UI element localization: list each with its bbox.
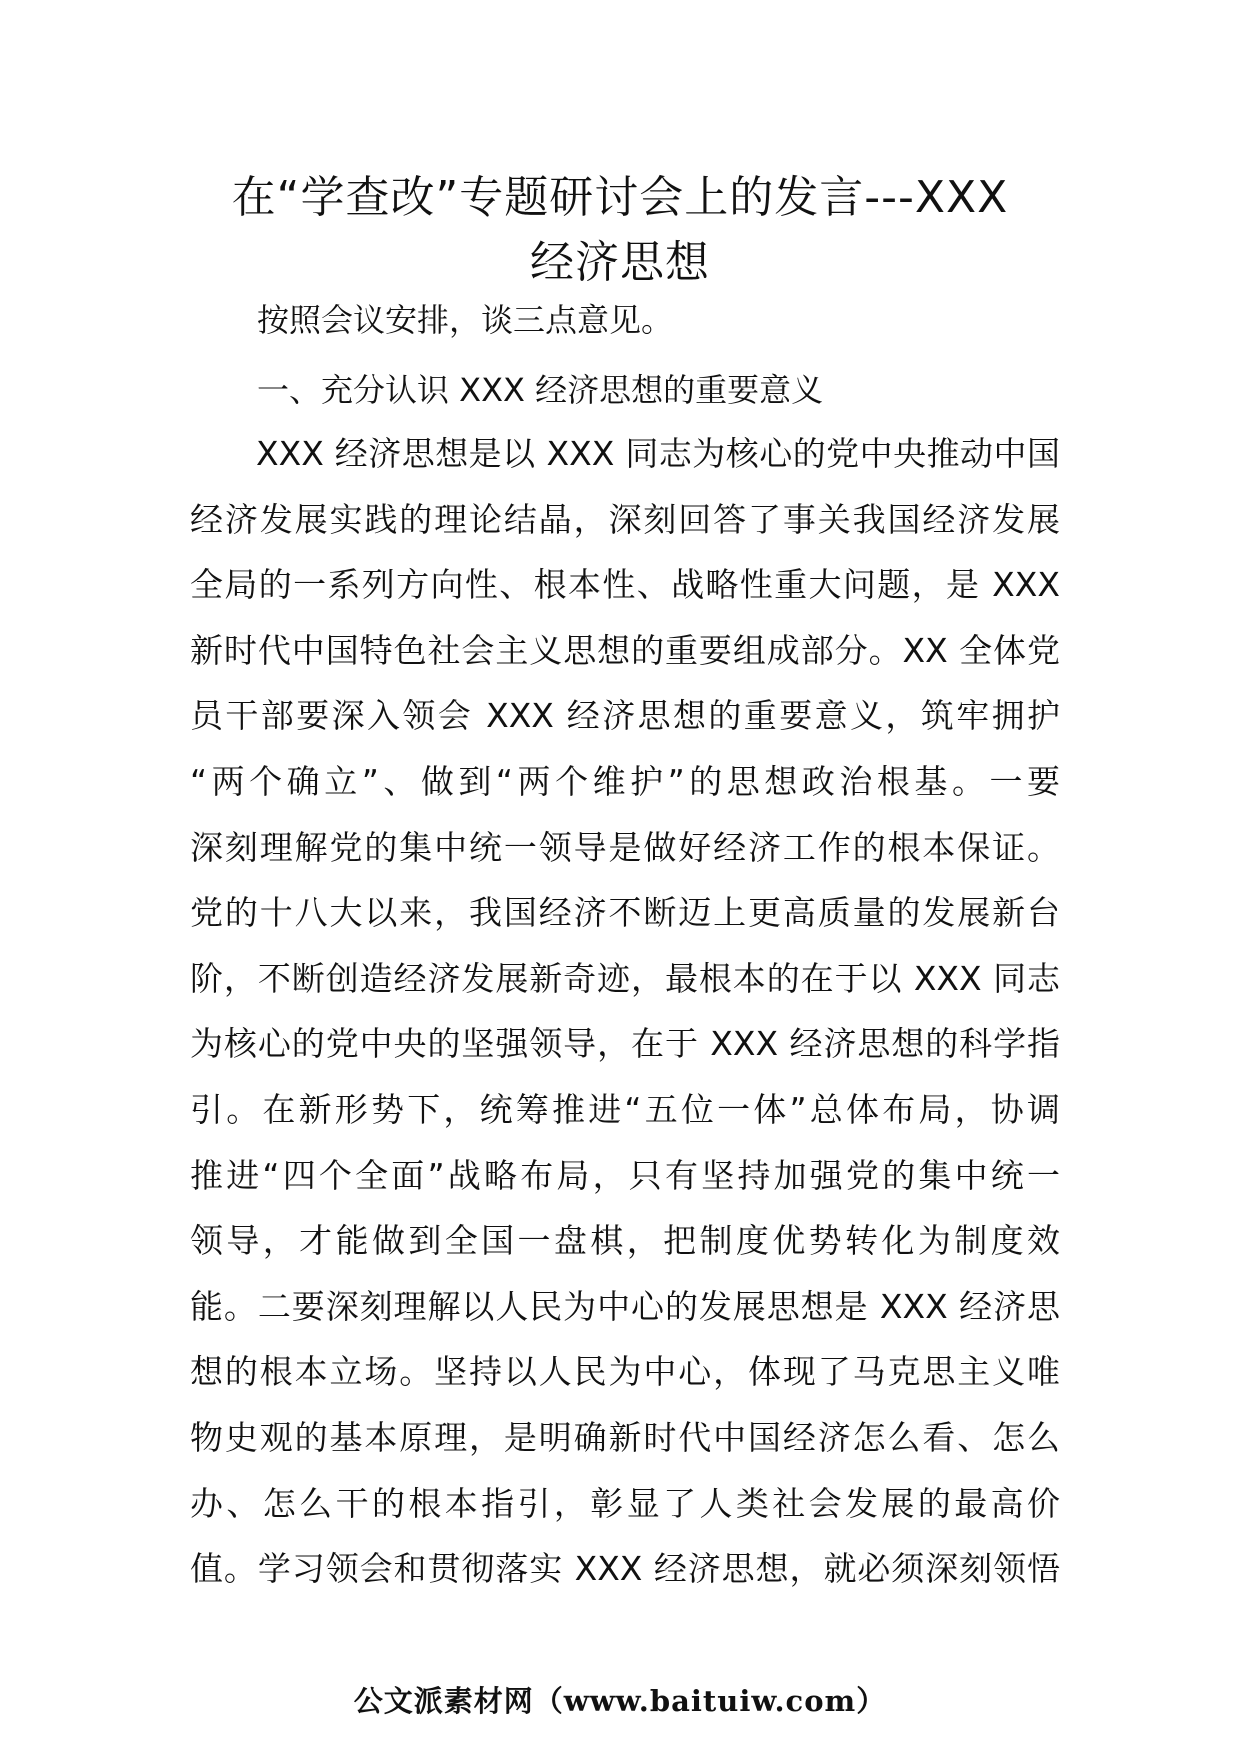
- body-line: XXX 经济思想是以 XXX 同志为核心的党中央推动中国: [256, 434, 1060, 473]
- body-line: 阶，不断创造经济发展新奇迹，最根本的在于以 XXX 同志: [190, 958, 1060, 998]
- body-line: 全局的一系列方向性、根本性、战略性重大问题，是 XXX: [190, 565, 1060, 605]
- document-title: [170, 165, 1070, 295]
- title-line-1: 在“学查改”专题研讨会上的发言---XXX: [231, 172, 1009, 223]
- body-line: 引。在新形势下，统筹推进“五位一体”总体布局，协调: [190, 1089, 1060, 1129]
- body-line: 推进“四个全面”战略布局，只有坚持加强党的集中统一: [190, 1155, 1060, 1195]
- footer-watermark-text: 公文派素材网（www.baituiw.com）: [353, 1684, 887, 1718]
- body-line: 员干部要深入领会 XXX 经济思想的重要意义，筑牢拥护: [190, 696, 1060, 736]
- body-line: 党的十八大以来，我国经济不断迈上更高质量的发展新台: [190, 893, 1060, 933]
- body-line: 为核心的党中央的坚强领导，在于 XXX 经济思想的科学指: [190, 1024, 1060, 1064]
- body-paragraph: [190, 434, 1060, 1615]
- body-line: 能。二要深刻理解以人民为中心的发展思想是 XXX 经济思: [190, 1286, 1060, 1326]
- intro-paragraph: 按照会议安排，谈三点意见。: [257, 301, 674, 339]
- body-line: 深刻理解党的集中统一领导是做好经济工作的根本保证。: [190, 827, 1060, 867]
- section-heading-1: 一、充分认识 XXX 经济思想的重要意义: [257, 371, 824, 409]
- body-line: “两个确立”、做到“两个维护”的思想政治根基。一要: [190, 761, 1060, 801]
- title-line-2: 经济思想: [530, 237, 710, 288]
- body-line: 新时代中国特色社会主义思想的重要组成部分。XX 全体党: [190, 630, 1060, 670]
- body-line: 经济发展实践的理论结晶，深刻回答了事关我国经济发展: [190, 499, 1060, 539]
- body-line: 物史观的基本原理，是明确新时代中国经济怎么看、怎么: [190, 1417, 1060, 1457]
- body-line: 领导，才能做到全国一盘棋，把制度优势转化为制度效: [190, 1221, 1060, 1261]
- body-line: 想的根本立场。坚持以人民为中心，体现了马克思主义唯: [190, 1352, 1060, 1392]
- body-line: 值。学习领会和贯彻落实 XXX 经济思想，就必须深刻领悟: [190, 1549, 1060, 1589]
- body-line: 办、怎么干的根本指引，彰显了人类社会发展的最高价: [190, 1483, 1060, 1523]
